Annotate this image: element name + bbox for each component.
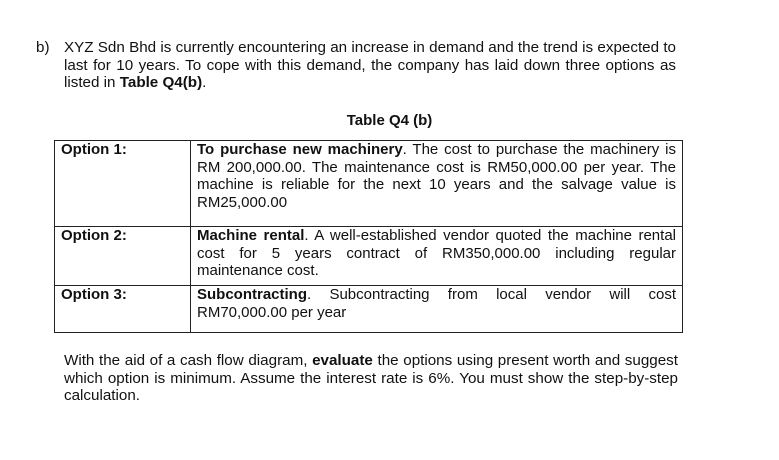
instruction-pre: With the aid of a cash flow diagram, — [64, 352, 313, 369]
instruction-post: the options using present worth and suggest which option is minimum. Assume the interest rate is 6%. You must show the step-by-step calculation. — [64, 352, 678, 404]
option-1-description — [191, 141, 683, 227]
options-table — [54, 140, 683, 333]
option-1-label: Option 1: — [55, 141, 191, 227]
table-row-option-2 — [55, 227, 683, 286]
question-intro-end: . — [202, 74, 207, 91]
question-intro-text: XYZ Sdn Bhd is currently encountering an increase in demand and the trend is expected to last for 10 years. To cope with this demand, the company has laid down three options as listed in — [64, 39, 676, 91]
option-2-title: Machine rental — [197, 227, 305, 244]
option-2-label: Option 2: — [55, 227, 191, 286]
option-1-title: To purchase new machinery — [197, 141, 403, 158]
instruction-paragraph — [64, 352, 678, 405]
question-intro — [64, 39, 676, 92]
instruction-keyword: evaluate — [312, 352, 373, 369]
table-reference: Table Q4(b) — [119, 74, 203, 91]
option-2-text: . A well-established vendor quoted the machine rental cost for 5 years contract of RM350,000.00 including regular maintenance cost. — [197, 227, 676, 279]
option-3-title: Subcontracting — [197, 286, 308, 303]
option-3-description — [191, 286, 683, 333]
option-3-label: Option 3: — [55, 286, 191, 333]
option-3-text: . Subcontracting from local vendor will cost RM70,000.00 per year — [197, 286, 676, 321]
table-row-option-3 — [55, 286, 683, 333]
option-1-text: . The cost to purchase the machinery is RM 200,000.00. The maintenance cost is RM50,000.00 per year. The machine is reliable for the next 10 years and the salvage value is RM25,000.00 — [197, 141, 676, 211]
table-row-option-1 — [55, 141, 683, 227]
question-label: b) — [36, 39, 50, 56]
table-caption: Table Q4 (b) — [346, 112, 433, 129]
option-2-description — [191, 227, 683, 286]
question-b — [36, 39, 676, 92]
